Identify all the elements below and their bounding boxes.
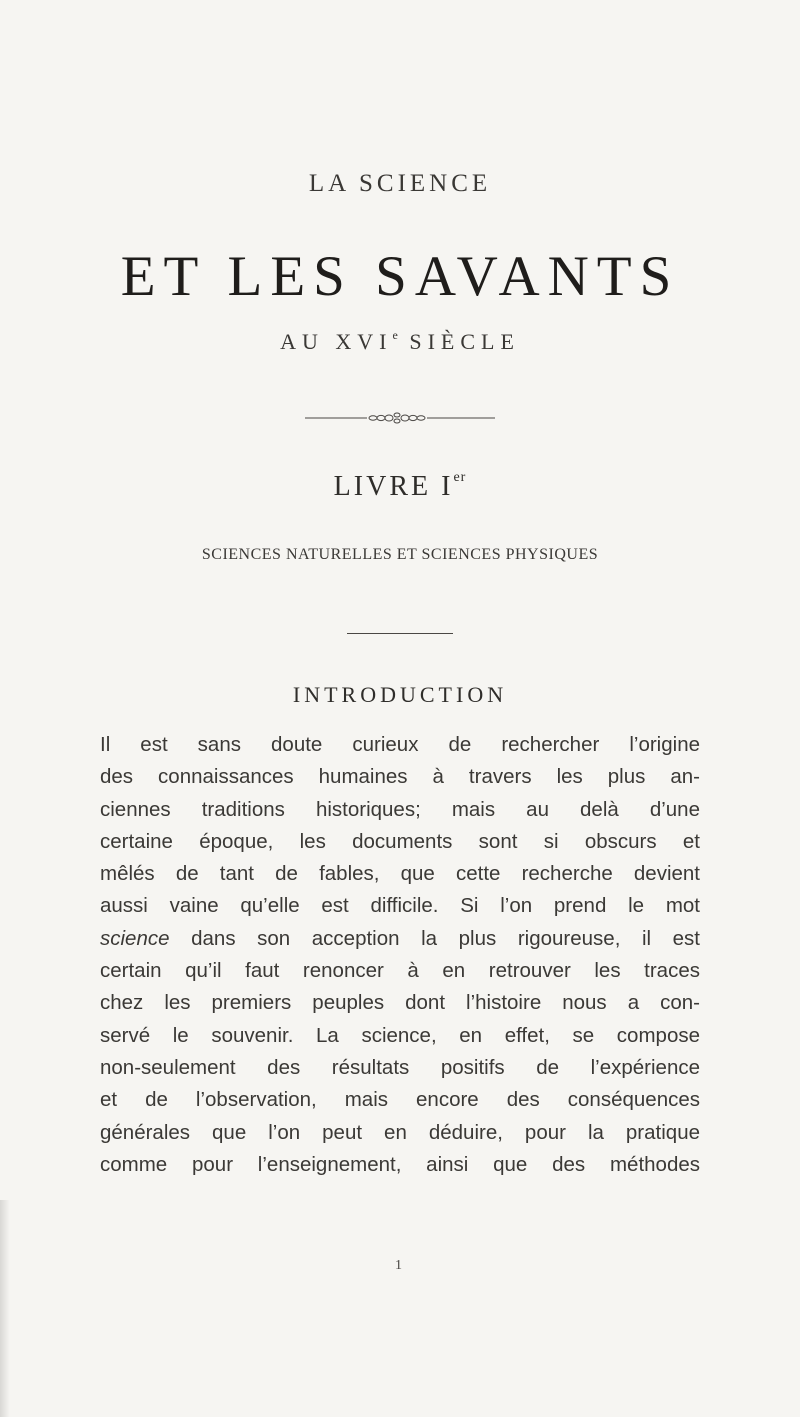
body-line: des connaissances humaines à travers les plus an-	[100, 765, 700, 789]
top-title: LA SCIENCE	[308, 170, 492, 197]
subtitle-prefix: AU XVI	[280, 329, 393, 354]
body-line: et de l’observation, mais encore des conséquences	[100, 1088, 700, 1112]
body-line-rest: dans son acception la plus rigoureuse, il est	[191, 926, 700, 950]
section-divider	[347, 633, 453, 634]
body-line-with-italic	[100, 923, 700, 955]
body-line: ciennes traditions historiques; mais au delà d’une	[100, 797, 700, 821]
body-line: mêlés de tant de fables, que cette recherche devient	[100, 862, 700, 886]
book-title-superscript: er	[453, 469, 467, 485]
main-title: ET LES SAVANTS	[120, 245, 680, 308]
body-line: aussi vaine qu’elle est difficile. Si l’on prend le mot	[100, 894, 700, 918]
body-line: comme pour l’enseignement, ainsi que des méthodes	[100, 1152, 700, 1176]
book-title-text: LIVRE I	[333, 471, 454, 502]
page-number: 1	[395, 1258, 402, 1273]
body-line: certaine époque, les documents sont si obscurs et	[100, 829, 700, 853]
century-subtitle	[0, 329, 800, 355]
body-line: générales que l’on peut en déduire, pour la pratique	[100, 1120, 700, 1144]
body-line: servé le souvenir. La science, en effet, se compose	[100, 1023, 700, 1047]
body-line: chez les premiers peuples dont l’histoire nous a con-	[100, 991, 700, 1015]
body-line: certain qu’il faut renoncer à en retrouver les traces	[100, 959, 700, 983]
fleuron-ornament-icon	[305, 410, 495, 426]
subtitle-superscript: e	[392, 327, 398, 342]
body-paragraph	[100, 729, 700, 1181]
binding-shadow	[0, 1200, 10, 1417]
book-subtitle: SCIENCES NATURELLES ET SCIENCES PHYSIQUES	[201, 546, 599, 563]
italic-word: science	[100, 926, 170, 950]
section-title: INTRODUCTION	[292, 682, 508, 707]
subtitle-suffix: SIÈCLE	[397, 329, 520, 354]
book-title	[0, 471, 800, 503]
body-line: non-seulement des résultats positifs de l’expérience	[100, 1055, 700, 1079]
body-line: Il est sans doute curieux de rechercher l’origine	[100, 733, 700, 756]
